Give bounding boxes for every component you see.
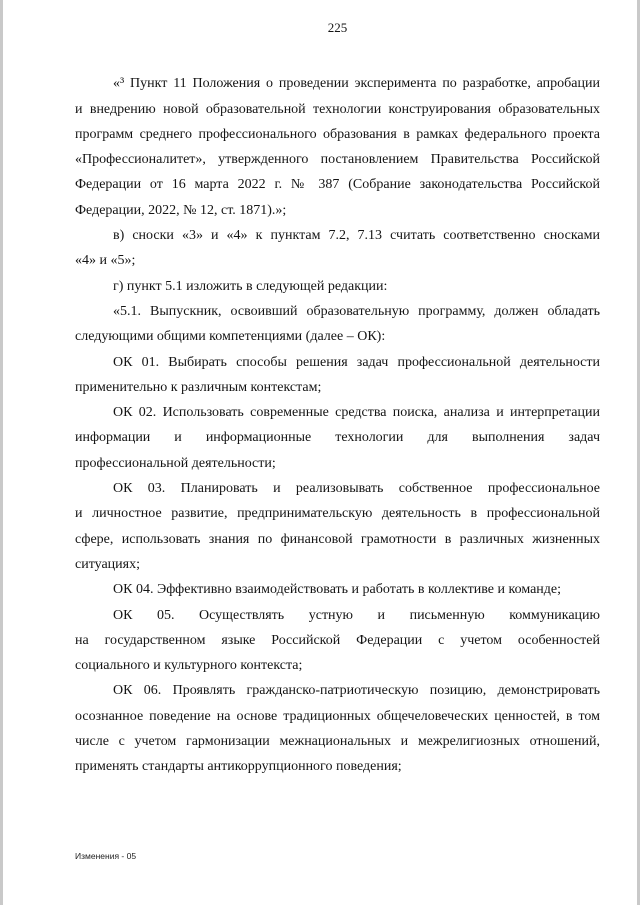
paragraph-item-v (75, 223, 600, 274)
text-line: социального и культурного контекста; (75, 658, 303, 674)
text-line: и внедрению новой образовательной технологии конструирования образовательных (75, 101, 600, 117)
text-line: ОК 03. Планировать и реализовывать собственное профессиональное (113, 481, 600, 497)
text-line: следующими общими компетенциями (далее – ОК): (75, 329, 386, 345)
text-line: сфере, использовать знания по финансовой грамотности в различных жизненных (75, 531, 600, 547)
text-line: на государственном языке Российской Федерации с учетом особенностей (75, 632, 600, 648)
text-line: ОК 02. Использовать современные средства поиска, анализа и интерпретации (113, 405, 600, 421)
text-line: применительно к различным контекстам; (75, 379, 322, 395)
paragraph-ok-06 (75, 678, 600, 779)
text-line: программ среднего профессионального образования в рамках федерального проекта (75, 126, 600, 142)
text-line: г) пункт 5.1 изложить в следующей редакции: (113, 278, 388, 294)
text-line: «5.1. Выпускник, освоивший образовательную программу, должен обладать (113, 303, 600, 319)
text-line: информации и информационные технологии для выполнения задач (75, 430, 600, 446)
document-body (75, 71, 600, 779)
text-line: «4» и «5»; (75, 253, 136, 269)
text-line: и личностное развитие, предпринимательскую деятельность в профессиональной (75, 506, 600, 522)
text-line: «³ Пункт 11 Положения о проведении эксперимента по разработке, апробации (113, 76, 600, 92)
paragraph-ok-05 (75, 603, 600, 679)
revision-footer: Изменения - 05 (75, 851, 137, 861)
text-line: Федерации, 2022, № 12, ст. 1871).»; (75, 202, 287, 218)
page-number: 225 (327, 20, 348, 35)
paragraph-clause-5-1 (75, 299, 600, 350)
text-line: ОК 06. Проявлять гражданско-патриотическую позицию, демонстрировать (113, 683, 600, 699)
text-line: ОК 01. Выбирать способы решения задач профессиональной деятельности (113, 354, 600, 370)
text-line: применять стандарты антикоррупционного поведения; (75, 759, 402, 775)
text-line: осознанное поведение на основе традиционных общечеловеческих ценностей, в том (75, 708, 600, 724)
text-line: ОК 04. Эффективно взаимодействовать и работать в коллективе и команде; (113, 582, 562, 598)
text-line: Федерации от 16 марта 2022 г. № 387 (Собрание законодательства Российской (75, 177, 600, 193)
text-line: ОК 05. Осуществлять устную и письменную коммуникацию (113, 607, 600, 623)
text-line: в) сноски «3» и «4» к пунктам 7.2, 7.13 считать соответственно сносками (113, 228, 600, 244)
paragraph-ok-01 (75, 350, 600, 401)
paragraph-ok-04 (75, 577, 600, 602)
text-line: профессиональной деятельности; (75, 455, 276, 471)
paragraph-item-g (75, 274, 600, 299)
text-line: числе с учетом гармонизации межнациональных и межрелигиозных отношений, (75, 734, 600, 750)
text-line: «Профессионалитет», утвержденного постановлением Правительства Российской (75, 152, 600, 168)
paragraph-ok-03 (75, 476, 600, 577)
paragraph-ok-02 (75, 400, 600, 476)
paragraph-footnote-3 (75, 71, 600, 223)
text-line: ситуациях; (75, 556, 140, 572)
